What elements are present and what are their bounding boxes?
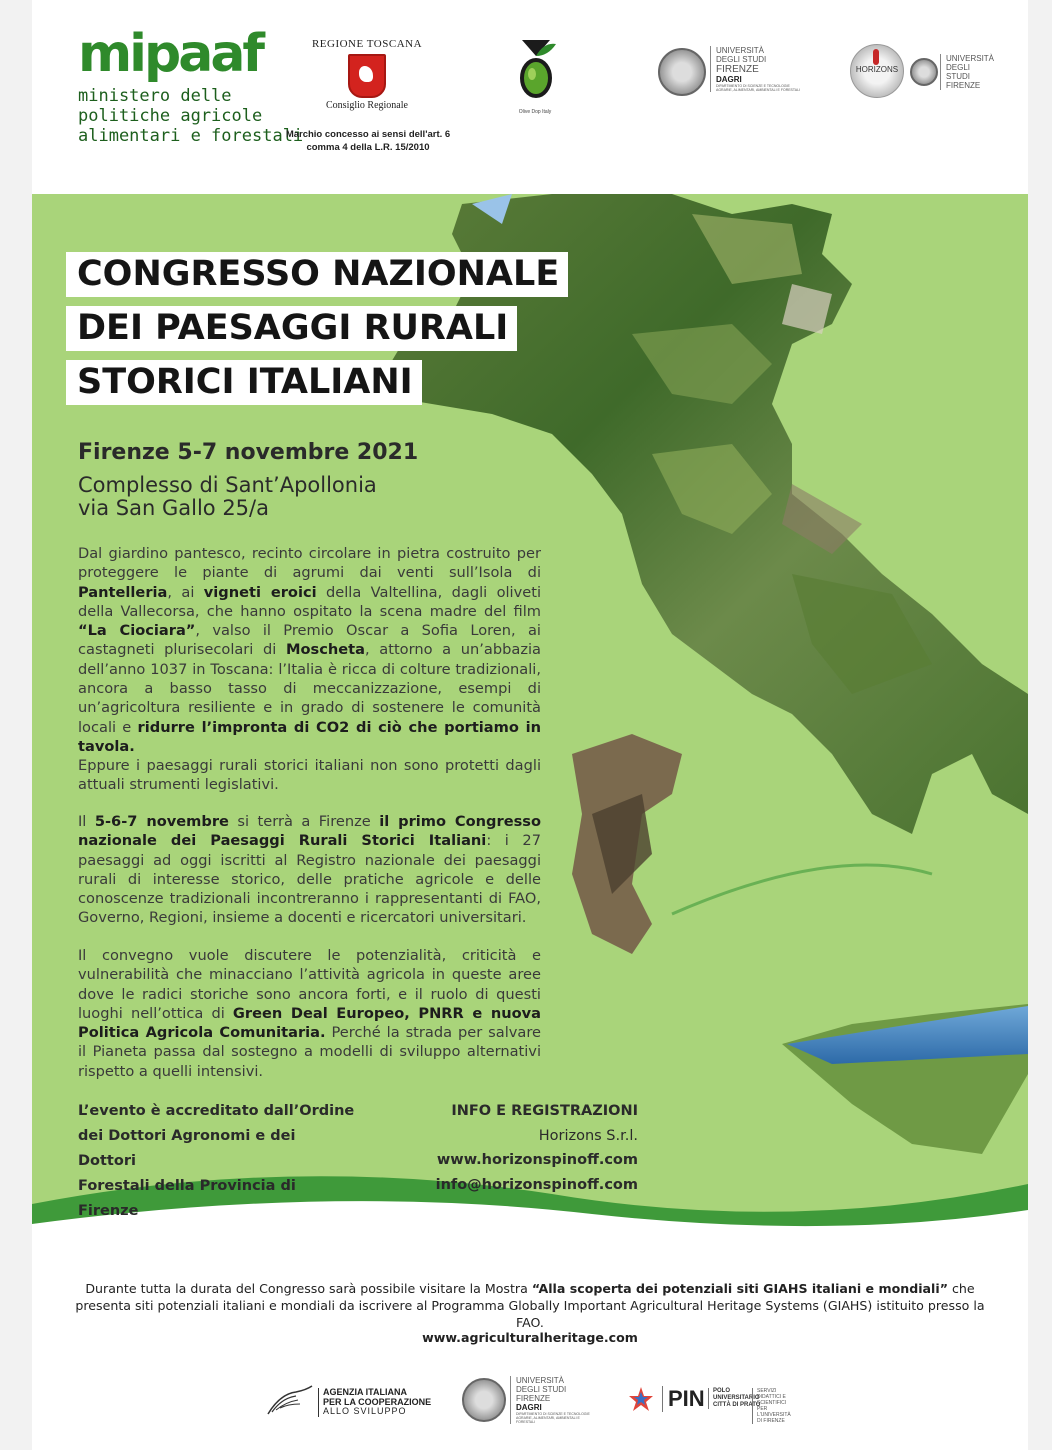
body-paragraph-4 (78, 946, 541, 1081)
text-run: Dal giardino pantesco, recinto circolare in pietra costruito per proteggere le piante di agrumi dai venti sull’Isola di (78, 545, 541, 582)
text-run: si terrà a Firenze (228, 813, 380, 830)
pin-star-icon (628, 1386, 654, 1412)
bold-text: “La Ciociara” (78, 622, 196, 640)
exhibition-note-c: che presenta siti potenziali italiani e mondiali da iscrivere al Programma Globally Important Agricultural Heritage Systems (GIAHS) istituito presso la FAO. (75, 1281, 985, 1330)
agricultural-heritage-link[interactable]: www.agriculturalheritage.com (422, 1330, 638, 1345)
marchio-line: Marchio concesso ai sensi dell'art. 6 (285, 129, 451, 140)
bold-text: 5-6-7 novembre (94, 813, 229, 830)
text-run: , ai (167, 583, 204, 601)
unifi-dept: DAGRI (516, 1403, 542, 1412)
unifi-line: DEGLI STUDI (516, 1385, 567, 1394)
bold-text: vigneti eroici (203, 583, 317, 601)
title-line-1: CONGRESSO NAZIONALE (66, 252, 568, 297)
text-run: Eppure i paesaggi rurali storici italiani non sono protetti dagli attuali strumenti legislativi. (78, 757, 541, 794)
olive-icon (510, 34, 560, 114)
unifi-dagri-logo (658, 44, 828, 104)
text-run: della Valtellina, dagli oliveti della Vallecorsa, che hanno ospitato la scena madre del film (78, 583, 542, 620)
poster-page (32, 0, 1028, 1450)
mipaaf-line: alimentari e forestali (78, 126, 304, 146)
text-run: Il (78, 813, 95, 830)
unifi-line: FIRENZE (516, 1394, 551, 1403)
body-paragraph-3 (78, 812, 541, 928)
venue-line: Complesso di Sant’Apollonia (78, 473, 377, 497)
text-run: Perché la strada per salvare il Pianeta passa dal sostegno a modelli di sviluppo alternativi rispetto a quelli intensivi. (78, 1024, 541, 1080)
regione-toscana-logo (282, 38, 452, 111)
pin-line: CITTÀ DI PRATO (713, 1402, 761, 1408)
bold-text: Green Deal Europeo, PNRR e nuova Politica Agricola Comunitaria. (78, 1004, 542, 1042)
text-run: : i 27 paesaggi ad oggi iscritti al Registro nazionale dei paesaggi rurali di interesse storico, delle pratiche agricole e delle conoscenze tradizionali incontreranno i rappresentanti di FAO, Governo, Regioni, insieme a docenti e ricercatori universitari. (78, 832, 541, 927)
pin-logo (628, 1384, 798, 1424)
body-paragraph-2 (78, 756, 541, 795)
marchio-line: comma 4 della L.R. 15/2010 (306, 142, 430, 153)
mipaaf-line: politiche agricole (78, 106, 263, 126)
title-line-3: STORICI ITALIANI (66, 360, 422, 405)
aics-logo (266, 1384, 456, 1424)
exhibition-title: “Alla scoperta dei potenziali siti GIAHS italiani e mondiali” (531, 1281, 948, 1296)
exhibition-note-a: Durante tutta la durata del Congresso sarà possibile visitare la Mostra (85, 1281, 532, 1296)
text-run: Il convegno vuole discutere le potenzialità, criticità e vulnerabilità che minacciano l’attività agricola in queste aree dove le radici storiche sono ancora forti, e il ruolo di questi luoghi nell’ottica di (78, 947, 541, 1022)
main-panel (32, 194, 1028, 1240)
unifi-line: UNIVERSITÀ (716, 46, 765, 55)
accreditation-line: dei Dottori Agronomi e dei Dottori (78, 1128, 296, 1169)
accreditation-line: Forestali della Provincia di Firenze (78, 1178, 296, 1219)
unifi-line: UNIVERSITÀ (516, 1376, 565, 1385)
pin-wordmark: PIN (662, 1386, 705, 1412)
unifi-dept-sub: DIPARTIMENTO DI SCIENZE E TECNOLOGIE AGRARIE, ALIMENTARI, AMBIENTALI E FORESTALI (716, 84, 801, 92)
accreditation-note (78, 1099, 358, 1224)
olive-logo (510, 34, 560, 114)
toscana-title: REGIONE TOSCANA (311, 38, 423, 50)
unifi-line: UNIVERSITÀ (946, 54, 995, 63)
unifi-dagri-logo-footer (462, 1376, 592, 1428)
horizons-logo (850, 44, 904, 98)
info-block (392, 1099, 638, 1197)
aics-line: ALLO SVILUPPO (323, 1406, 407, 1416)
info-heading: INFO E REGISTRAZIONI (451, 1103, 638, 1119)
unifi-dept-sub: DIPARTIMENTO DI SCIENZE E TECNOLOGIE AGRARIE, ALIMENTARI, AMBIENTALI E FORESTALI (516, 1412, 590, 1424)
unifi-logo-small (910, 54, 995, 94)
toscana-subtitle: Consiglio Regionale (326, 100, 408, 111)
pegasus-shield-icon (348, 54, 386, 98)
unifi-line: FIRENZE (946, 81, 981, 90)
bold-text: ridurre l’impronta di CO2 di ciò che portiamo in tavola. (78, 718, 541, 755)
dove-icon (266, 1384, 314, 1418)
unifi-seal-icon (658, 48, 706, 96)
body-paragraph-1 (78, 544, 541, 756)
info-email-link[interactable]: info@horizonspinoff.com (435, 1176, 638, 1193)
bold-text: il primo Congresso nazionale dei Paesaggi Rurali Storici Italiani (78, 813, 541, 850)
aics-line: PER LA COOPERAZIONE (323, 1396, 432, 1407)
text-run: , attorno a un’abbazia dell’anno 1037 in Toscana: l’Italia è ricca di colture tradizionali, ancora a basso tasso di meccanizzazione, esempi di un’agricoltura resiliente e in grado di sostenere le comunità locali e (78, 641, 541, 736)
unifi-seal-icon (462, 1378, 506, 1422)
mipaaf-line: ministero delle (78, 86, 232, 106)
accreditation-line: L’evento è accreditato dall’Ordine (78, 1103, 355, 1119)
bold-text: Pantelleria (78, 583, 168, 601)
mipaaf-logo (78, 24, 304, 146)
info-company: Horizons S.r.l. (538, 1127, 638, 1144)
unifi-line: DEGLI STUDI (716, 55, 767, 64)
unifi-line: DEGLI STUDI (946, 63, 971, 81)
event-date: Firenze 5-7 novembre 2021 (78, 440, 419, 465)
pin-line: POLO (713, 1388, 731, 1394)
info-website-link[interactable]: www.horizonspinoff.com (436, 1152, 638, 1168)
unifi-line: FIRENZE (716, 64, 759, 75)
unifi-seal-icon (910, 58, 938, 86)
marchio-note (278, 128, 458, 154)
bold-text: Moscheta (286, 641, 365, 659)
event-venue (78, 474, 377, 520)
venue-line: via San Gallo 25/a (78, 496, 269, 520)
text-run: , valso il Premio Oscar a Sofia Loren, ai castagneti plurisecolari di (78, 622, 541, 659)
horizons-logo-text: HORIZONS (855, 65, 899, 74)
mipaaf-wordmark: mipaaf (78, 24, 263, 84)
aics-line: AGENZIA ITALIANA (323, 1387, 407, 1397)
unifi-dept: DAGRI (716, 75, 742, 84)
title-line-2: DEI PAESAGGI RURALI (66, 306, 517, 351)
pin-services: SERVIZI DIDATTICI E SCIENTIFICI PER L'UNIVERSITÀ DI FIRENZE (752, 1388, 797, 1424)
pin-line: UNIVERSITARIO (713, 1395, 760, 1401)
olive-caption: Olive Dop Italy (518, 109, 552, 115)
exhibition-note (66, 1280, 994, 1331)
